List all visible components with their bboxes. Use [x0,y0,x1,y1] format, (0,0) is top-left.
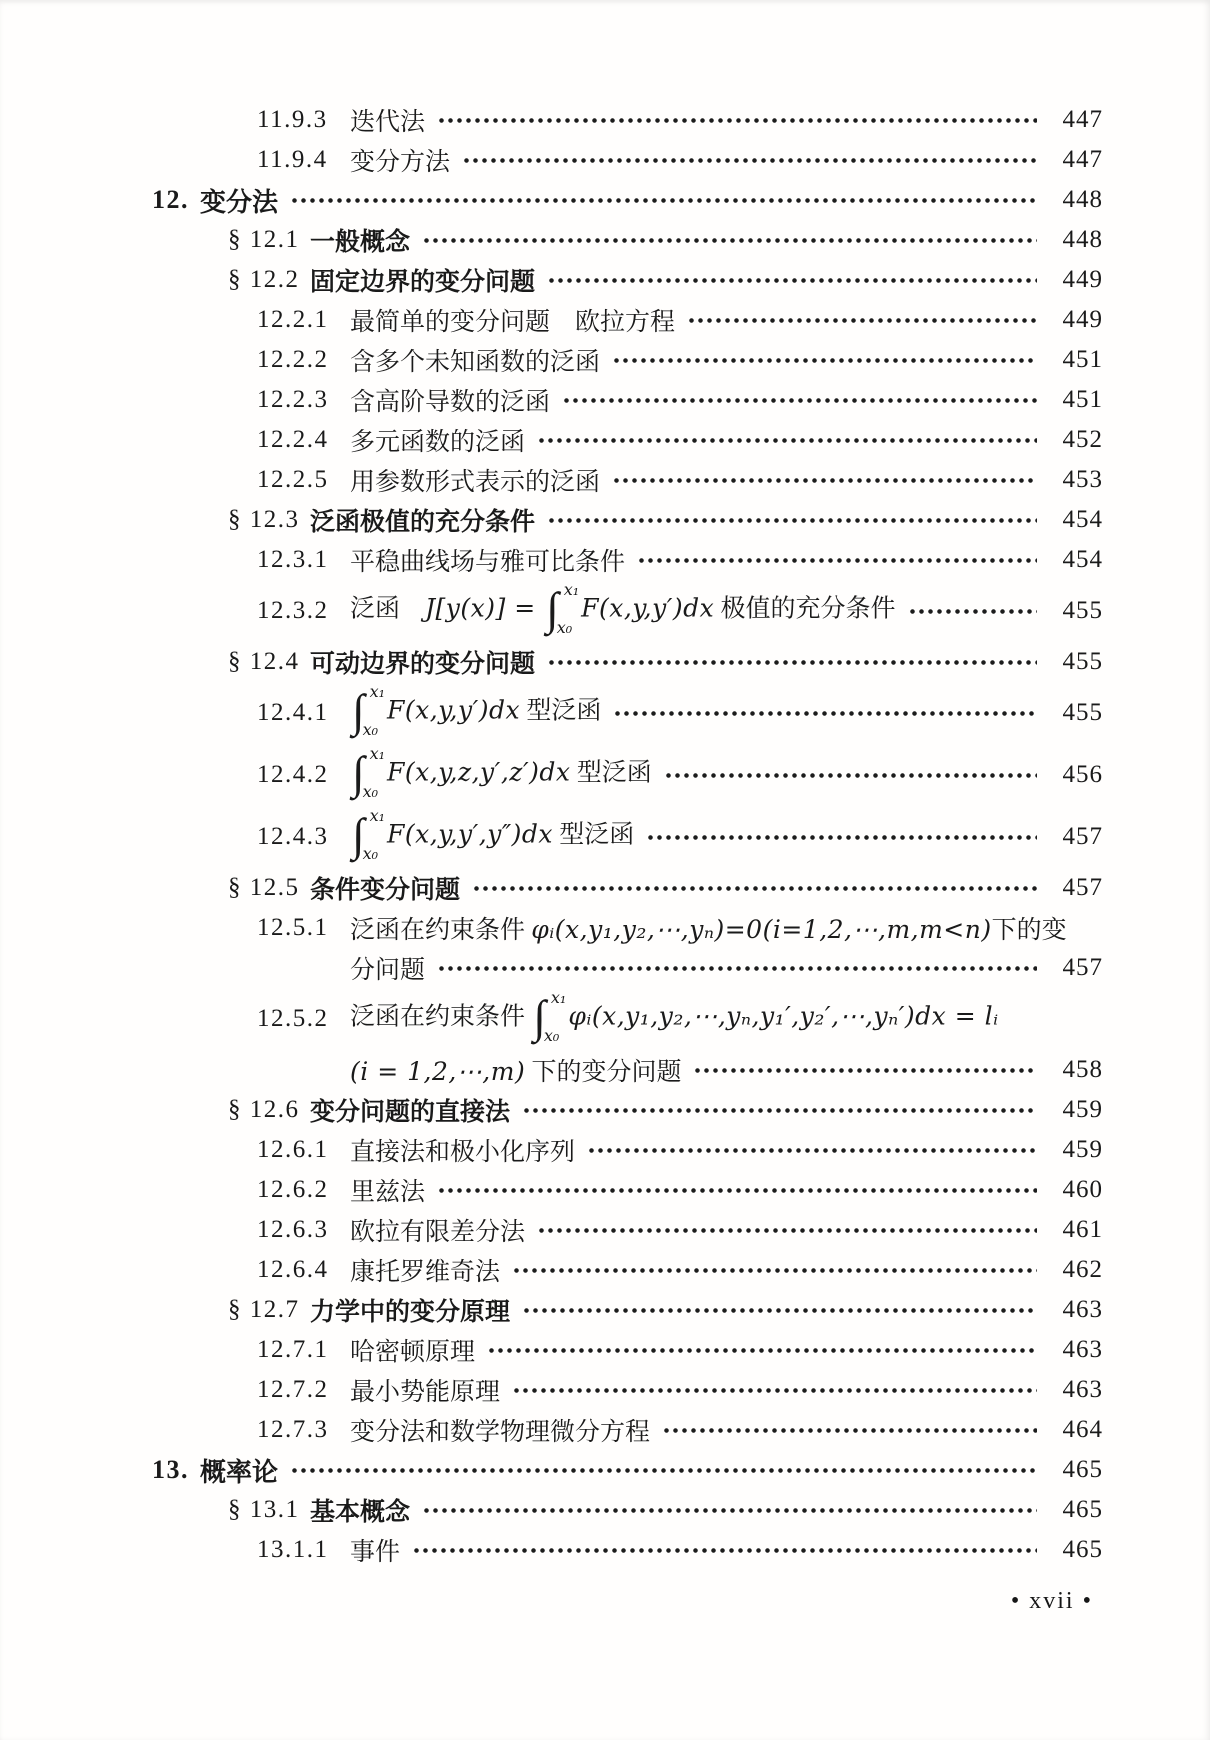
entry-title [350,142,450,178]
entry-title-continued [350,1052,681,1088]
entry-number: 12.4.3 [257,823,329,850]
entry-title-continued [350,950,425,986]
page-number: 447 [1062,106,1103,133]
entry-title [310,262,535,298]
dot-leader [422,1490,1037,1530]
title-text: 型泛函 [553,821,635,849]
entry-title [310,222,410,258]
entry-title [350,1412,650,1448]
title-text: 最简单的变分问题 欧拉方程 [350,309,676,336]
title-text: 平稳曲线场与雅可比条件 [350,549,626,576]
entry-title [200,182,278,219]
dot-leader [547,500,1037,540]
entry-number: 12.7.2 [257,1376,329,1403]
dot-leader [290,180,1037,220]
toc-entry [152,1410,1103,1450]
title-text: 变分法 [200,187,279,217]
dot-leader [547,642,1037,682]
page-number: 463 [1062,1336,1103,1363]
formula-text: φᵢ(x,y₁,y₂,⋯,yₙ)=0(i=1,2,⋯,m,m<n) [531,915,992,944]
page-number: 462 [1062,1256,1103,1283]
formula-text: φᵢ(x,y₁,y₂,⋯,yₙ,y₁′,y₂′,⋯,yₙ′)dx = lᵢ [568,1001,999,1031]
dot-leader [646,806,1037,868]
page-number: 463 [1062,1296,1103,1323]
entry-number: 12.6.1 [257,1136,329,1163]
integral-limits [362,682,386,740]
entry-title [350,1212,525,1248]
title-text: 型泛函 [520,697,602,725]
toc-entry [152,580,1103,642]
page-number: 458 [1062,1056,1103,1083]
page-number: 464 [1062,1416,1103,1443]
integral-limits [362,806,386,864]
integral-lower-limit: x₀ [556,618,573,637]
page-number: 454 [1062,506,1103,533]
entry-number: 12.2.3 [257,386,329,413]
dot-leader [422,220,1037,260]
integral-lower-limit: x₀ [362,720,379,739]
page-number: 457 [1062,954,1103,981]
integral-symbol [546,580,580,638]
dot-leader [612,340,1037,380]
entry-number: 11.9.4 [257,146,328,173]
entry-number: 11.9.3 [257,106,328,133]
page-number: 465 [1062,1536,1103,1563]
title-text: 含多个未知函数的泛函 [350,349,601,376]
toc-entry [152,460,1103,500]
dot-leader [290,1450,1037,1490]
entry-number: § 12.3 [228,506,300,533]
title-text: 固定边界的变分问题 [310,269,536,296]
entry-number: 12.5.2 [257,1005,329,1032]
dot-leader [472,868,1037,908]
entry-number: 12.3.2 [257,597,329,624]
formula-text: J[y(x)] = [425,593,545,623]
title-text: 变分法和数学物理微分方程 [350,1419,651,1446]
title-text: 下的变分问题 [525,1059,682,1086]
integral-sign: ∫ [352,685,365,737]
dot-leader [687,300,1037,340]
entry-title [350,422,525,458]
page-number: 465 [1062,1496,1103,1523]
entry-number: 13. [152,1455,189,1484]
toc-entry [152,500,1103,540]
title-text: 泛函极值的充分条件 [310,509,536,536]
integral-sign: ∫ [352,747,365,799]
entry-title [350,1372,500,1408]
entry-number: § 12.4 [228,648,300,675]
dot-leader [637,540,1037,580]
integral-upper-limit: x₁ [369,682,386,701]
entry-title [350,1172,425,1208]
toc-entry [152,642,1103,682]
title-text: 变分问题的直接法 [310,1099,511,1126]
dot-leader [693,1050,1037,1090]
entry-title [350,382,550,418]
footer-page-label: • xvii • [1010,1588,1093,1614]
dot-leader [522,1290,1037,1330]
formula-text: F(x,y,y′)dx [581,593,715,623]
toc-entry [152,988,1103,1090]
formula-text: (i = 1,2,⋯,m) [350,1057,526,1086]
toc-entry [152,1090,1103,1130]
entry-number: 12.2.1 [257,306,329,333]
integral-limits [543,988,567,1046]
entry-title [310,502,535,538]
page-number: 455 [1062,699,1103,726]
dot-leader [664,744,1037,806]
title-text: 概率论 [200,1457,279,1487]
page-number: 447 [1062,146,1103,173]
title-text: 多元函数的泛函 [350,429,526,456]
entry-title [350,462,600,498]
integral-symbol [352,682,386,740]
title-text: 型泛函 [570,759,652,787]
page-number: 451 [1062,386,1103,413]
page-number: 459 [1062,1136,1103,1163]
toc-entry [152,682,1103,744]
page-number: 452 [1062,426,1103,453]
toc-entry [152,868,1103,908]
dot-leader [462,140,1037,180]
entry-number: 12. [152,185,189,214]
dot-leader [437,100,1037,140]
formula-text: F(x,y,y′,y″)dx [387,819,554,849]
title-text: 直接法和极小化序列 [350,1139,576,1166]
integral-upper-limit: x₁ [369,806,386,825]
page-number: 456 [1062,761,1103,788]
page-number: 455 [1062,648,1103,675]
integral-lower-limit: x₀ [362,782,379,801]
integral-sign: ∫ [533,991,546,1043]
title-text: 哈密顿原理 [350,1339,476,1366]
dot-leader [512,1250,1037,1290]
integral-upper-limit: x₁ [369,744,386,763]
toc-entry [152,1170,1103,1210]
toc-entry [152,1210,1103,1250]
entry-title [350,582,896,640]
page-number: 449 [1062,266,1103,293]
title-text: 条件变分问题 [310,877,461,904]
title-text: 变分方法 [350,149,451,176]
title-text: 极值的充分条件 [714,595,896,623]
toc-entry [152,220,1103,260]
entry-number: 12.2.2 [257,346,329,373]
title-text: 含高阶导数的泛函 [350,389,551,416]
entry-title [350,746,652,804]
dot-leader [547,260,1037,300]
integral-sign: ∫ [546,583,559,635]
entry-title [310,1092,510,1128]
toc-entry [152,420,1103,460]
integral-lower-limit: x₀ [543,1026,560,1045]
entry-number: 12.2.5 [257,466,329,493]
title-text: 分问题 [350,957,426,984]
entry-title [310,1292,510,1328]
entry-number: 12.2.4 [257,426,329,453]
integral-sign: ∫ [352,809,365,861]
dot-leader [437,1170,1037,1210]
toc-entry [152,140,1103,180]
dot-leader [537,1210,1037,1250]
dot-leader [487,1330,1037,1370]
page-number: 453 [1062,466,1103,493]
entry-title [310,644,535,680]
entry-number: 12.6.3 [257,1216,329,1243]
entry-title [350,1132,575,1168]
title-text: 泛函 [350,595,426,623]
entry-title [350,684,601,742]
entry-number: 12.6.4 [257,1256,329,1283]
entry-number: § 12.1 [228,226,300,253]
integral-limits [362,744,386,802]
dot-leader [512,1370,1037,1410]
dot-leader [612,460,1037,500]
integral-symbol [533,988,567,1046]
entry-number: § 12.6 [228,1096,300,1123]
page-number: 463 [1062,1376,1103,1403]
page-number: 455 [1062,597,1103,624]
toc-entry [152,540,1103,580]
dot-leader [613,682,1037,744]
dot-leader [908,580,1038,642]
title-text: 用参数形式表示的泛函 [350,469,601,496]
toc-entry [152,744,1103,806]
title-text: 一般概念 [310,229,411,256]
entry-number: 12.7.1 [257,1336,329,1363]
integral-lower-limit: x₀ [362,844,379,863]
toc-entry [152,340,1103,380]
page-number: 454 [1062,546,1103,573]
page-number: 451 [1062,346,1103,373]
entry-number: § 12.2 [228,266,300,293]
toc-entry [152,806,1103,868]
dot-leader [522,1090,1037,1130]
entry-title [350,910,1067,946]
entry-title [350,990,999,1048]
page-footer [1011,1588,1093,1615]
toc-entry [152,300,1103,340]
toc-list [152,100,1103,1570]
dot-leader [537,420,1037,460]
integral-upper-limit: x₁ [563,580,580,599]
toc-entry [152,1530,1103,1570]
page-number: 459 [1062,1096,1103,1123]
toc-entry [152,180,1103,220]
entry-title [200,1452,278,1489]
entry-title [350,808,634,866]
dot-leader [587,1130,1037,1170]
formula-text: F(x,y,y′)dx [387,695,521,725]
entry-title [310,870,460,906]
dot-leader [437,948,1037,988]
title-text: 欧拉有限差分法 [350,1219,526,1246]
title-text: 迭代法 [350,109,426,136]
page-number: 448 [1062,186,1103,213]
page-number: 460 [1062,1176,1103,1203]
page-number: 457 [1062,823,1103,850]
entry-number: § 13.1 [228,1496,300,1523]
entry-number: § 12.5 [228,874,300,901]
entry-number: 13.1.1 [257,1536,329,1563]
dot-leader [562,380,1037,420]
toc-entry [152,1330,1103,1370]
page-number: 448 [1062,226,1103,253]
integral-upper-limit: x₁ [550,988,567,1007]
integral-symbol [352,744,386,802]
formula-text: F(x,y,z,y′,z′)dx [387,757,571,787]
entry-number: 12.4.2 [257,761,329,788]
entry-number: 12.3.1 [257,546,329,573]
toc-entry [152,260,1103,300]
title-text: 力学中的变分原理 [310,1299,511,1326]
page-number: 461 [1062,1216,1103,1243]
page-number: 457 [1062,874,1103,901]
title-text: 泛函在约束条件 [350,917,532,944]
title-text: 可动边界的变分问题 [310,651,536,678]
toc-entry [152,1130,1103,1170]
title-text: 下的变 [991,917,1067,944]
entry-number: 12.6.2 [257,1176,329,1203]
toc-entry [152,908,1103,988]
integral-limits [556,580,580,638]
entry-title [350,302,675,338]
title-text: 基本概念 [310,1499,411,1526]
entry-title [350,542,625,578]
title-text: 事件 [350,1539,401,1566]
page-number: 449 [1062,306,1103,333]
dot-leader [412,1530,1037,1570]
toc-entry [152,380,1103,420]
entry-title [350,102,425,138]
entry-title [350,1332,475,1368]
entry-title [350,1532,400,1568]
title-text: 泛函在约束条件 [350,1003,532,1031]
title-text: 康托罗维奇法 [350,1259,501,1286]
entry-number: 12.7.3 [257,1416,329,1443]
page-number: 465 [1062,1456,1103,1483]
title-text: 最小势能原理 [350,1379,501,1406]
toc-entry [152,1490,1103,1530]
entry-number: 12.4.1 [257,699,329,726]
dot-leader [662,1410,1037,1450]
toc-entry [152,1250,1103,1290]
toc-entry [152,100,1103,140]
entry-title [350,342,600,378]
toc-entry [152,1450,1103,1490]
toc-entry [152,1290,1103,1330]
title-text: 里兹法 [350,1179,426,1206]
entry-title [350,1252,500,1288]
integral-symbol [352,806,386,864]
toc-entry [152,1370,1103,1410]
entry-number: 12.5.1 [257,914,329,941]
entry-title [310,1492,410,1528]
entry-number: § 12.7 [228,1296,300,1323]
